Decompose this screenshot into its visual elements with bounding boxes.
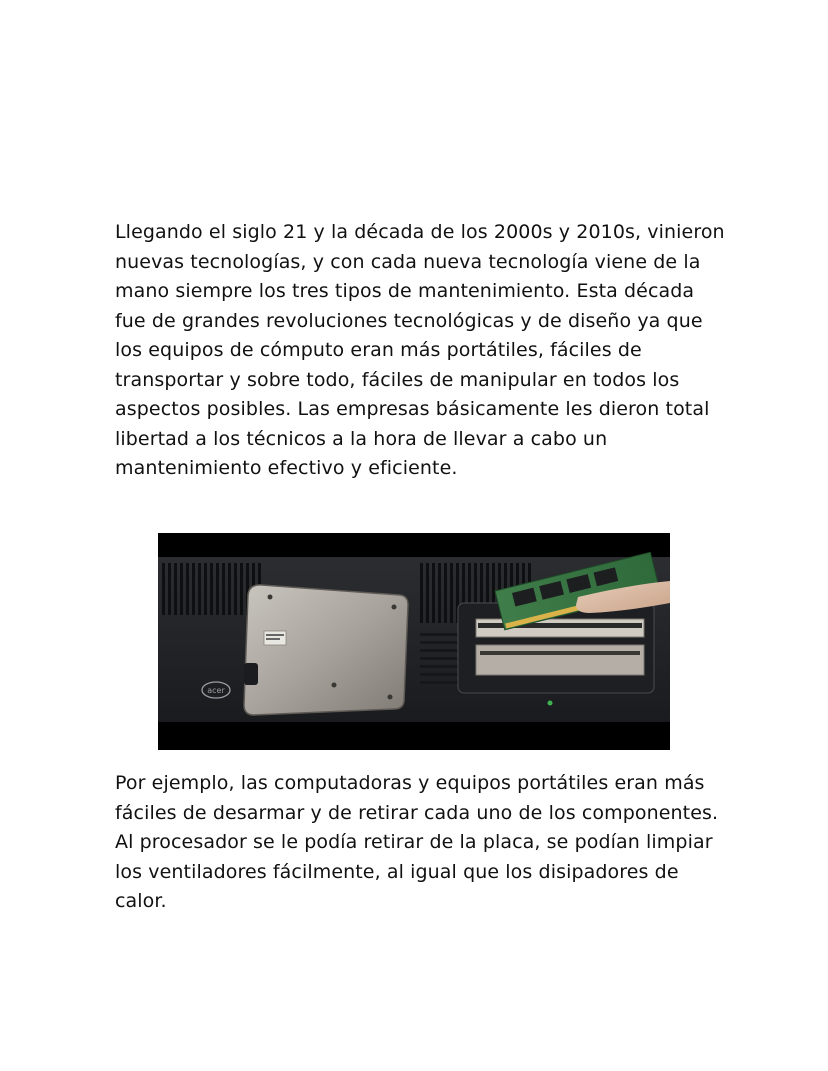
paragraph-intro: Llegando el siglo 21 y la década de los 2000s y 2010s, vinieron nuevas tecnologías, y con cada nueva tecnología viene de la mano siempre los tres tipos de mantenimiento. Esta década fue de grandes revoluciones tecnológicas y de diseño ya que los equipos de cómputo eran más portátiles, fáciles de transportar y sobre todo, fáciles de manipular en todos los aspectos posibles. Las empresas básicamente les dieron total libertad a los técnicos a la hora de llevar a cabo un mantenimiento efectivo y eficiente. xyxy=(115,221,725,479)
paragraph-example: Por ejemplo, las computadoras y equipos portátiles eran más fáciles de desarmar y de retirar cada uno de los componentes. Al procesador se le podía retirar de la placa, se podían limpiar los ventiladores fácilmente, al igual que los disipadores de calor. xyxy=(115,772,719,912)
black-clip xyxy=(244,663,258,685)
laptop-ram-photo xyxy=(158,533,670,750)
acer-logo-text: acer xyxy=(207,686,225,695)
vent-grill-left xyxy=(162,563,261,615)
ram-slot-lower xyxy=(476,645,644,675)
screw xyxy=(268,595,273,600)
screw xyxy=(332,683,337,688)
status-led xyxy=(548,701,553,706)
screw xyxy=(392,605,397,610)
metal-cover-plate xyxy=(244,585,408,715)
screw xyxy=(388,695,393,700)
